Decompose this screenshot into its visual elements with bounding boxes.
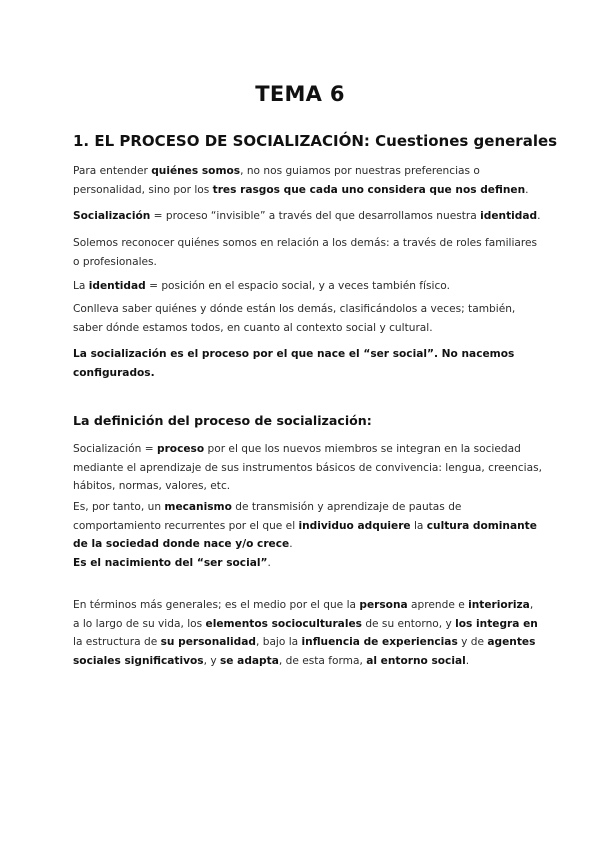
text-run: la bbox=[410, 519, 427, 532]
text-run: En términos más generales; es el medio por el que la bbox=[73, 599, 360, 611]
paragraph-definicion bbox=[73, 440, 543, 496]
paragraph-quienes-somos bbox=[73, 162, 543, 199]
text-run: aprende e bbox=[407, 599, 469, 611]
bold-text-run: identidad bbox=[88, 280, 146, 292]
bold-text-run: elementos socioculturales bbox=[205, 617, 362, 630]
bold-text-run: los integra en bbox=[455, 617, 538, 630]
text-run: . bbox=[537, 210, 541, 222]
text-run: . bbox=[267, 557, 271, 569]
paragraph-identidad bbox=[73, 277, 543, 296]
paragraph-conlleva bbox=[73, 300, 543, 337]
paragraph-nacimiento bbox=[73, 554, 543, 573]
section-1-heading-sub: Cuestiones generales bbox=[369, 132, 558, 150]
bold-text-run: se adapta bbox=[220, 654, 279, 667]
bold-text-run: identidad bbox=[480, 210, 538, 222]
section-2-heading: La definición del proceso de socialización: bbox=[73, 413, 372, 428]
bold-text-run: influencia de experiencias bbox=[301, 636, 458, 648]
text-run: de transmisión y aprendizaje de pautas de comportamiento recurrentes por el que el bbox=[73, 501, 462, 532]
text-run: , y bbox=[203, 654, 220, 667]
paragraph-terminos-generales bbox=[73, 596, 543, 670]
text-run: Es, por tanto, un bbox=[73, 501, 165, 513]
paragraph-socializacion-def bbox=[73, 207, 543, 226]
text-run: Conlleva saber quiénes y dónde están los demás, clasificándolos a veces; también, saber dónde estamos todos, en cuanto al contexto social y cultural. bbox=[73, 303, 516, 334]
bold-text-run: Es el nacimiento del “ser social” bbox=[73, 557, 268, 569]
text-run: . bbox=[525, 183, 529, 196]
text-run: , no nos guiamos por nuestras preferencias o personalidad, sino por los bbox=[73, 165, 480, 196]
bold-text-run: su personalidad bbox=[160, 636, 256, 648]
text-run: . bbox=[289, 538, 293, 550]
bold-text-run: interioriza bbox=[468, 599, 530, 611]
bold-text-run: quiénes somos bbox=[151, 165, 241, 177]
bold-text-run: mecanismo bbox=[164, 501, 232, 513]
text-run: , bajo la bbox=[255, 636, 302, 648]
text-run: = posición en el espacio social, y a veces también físico. bbox=[145, 280, 450, 292]
text-run: por el que los nuevos miembros se integran en la sociedad mediante el aprendizaje de sus instrumentos básicos de convivencia: lengua, creencias, hábitos, normas, valores, etc. bbox=[73, 443, 542, 492]
bold-text-run: La socialización es el proceso por el que nace el “ser social”. No nacemos configurados. bbox=[73, 348, 515, 379]
text-run: , a lo largo de su vida, los bbox=[73, 599, 534, 630]
text-run: la estructura de bbox=[73, 636, 161, 648]
bold-text-run: proceso bbox=[156, 443, 205, 455]
bold-text-run: Socialización bbox=[73, 210, 151, 222]
paragraph-mecanismo bbox=[73, 498, 543, 554]
paragraph-roles bbox=[73, 234, 543, 271]
text-run: y de bbox=[457, 636, 488, 648]
text-run: Solemos reconocer quiénes somos en relación a los demás: a través de roles familiares o profesionales. bbox=[73, 237, 538, 268]
text-run: de su entorno, y bbox=[361, 617, 456, 630]
page-title: TEMA 6 bbox=[255, 82, 345, 106]
text-run: . bbox=[465, 654, 470, 667]
paragraph-ser-social bbox=[73, 345, 543, 382]
section-1-heading bbox=[73, 132, 557, 150]
text-run: Para entender bbox=[73, 165, 152, 177]
bold-text-run: al entorno social bbox=[366, 654, 466, 667]
bold-text-run: agentes sociales significativos bbox=[73, 636, 536, 667]
section-1-heading-main: 1. EL PROCESO DE SOCIALIZACIÓN: bbox=[73, 132, 370, 150]
bold-text-run: individuo adquiere bbox=[298, 519, 411, 532]
bold-text-run: persona bbox=[359, 599, 408, 611]
text-run: La bbox=[73, 280, 89, 292]
text-run: Socialización = bbox=[73, 443, 157, 455]
bold-text-run: tres rasgos que cada uno considera que nos definen bbox=[212, 183, 526, 196]
text-run: = proceso “invisible” a través del que desarrollamos nuestra bbox=[150, 210, 481, 222]
text-run: , de esta forma, bbox=[278, 654, 367, 667]
bold-text-run: cultura dominante de la sociedad donde nace y/o crece bbox=[73, 519, 537, 550]
